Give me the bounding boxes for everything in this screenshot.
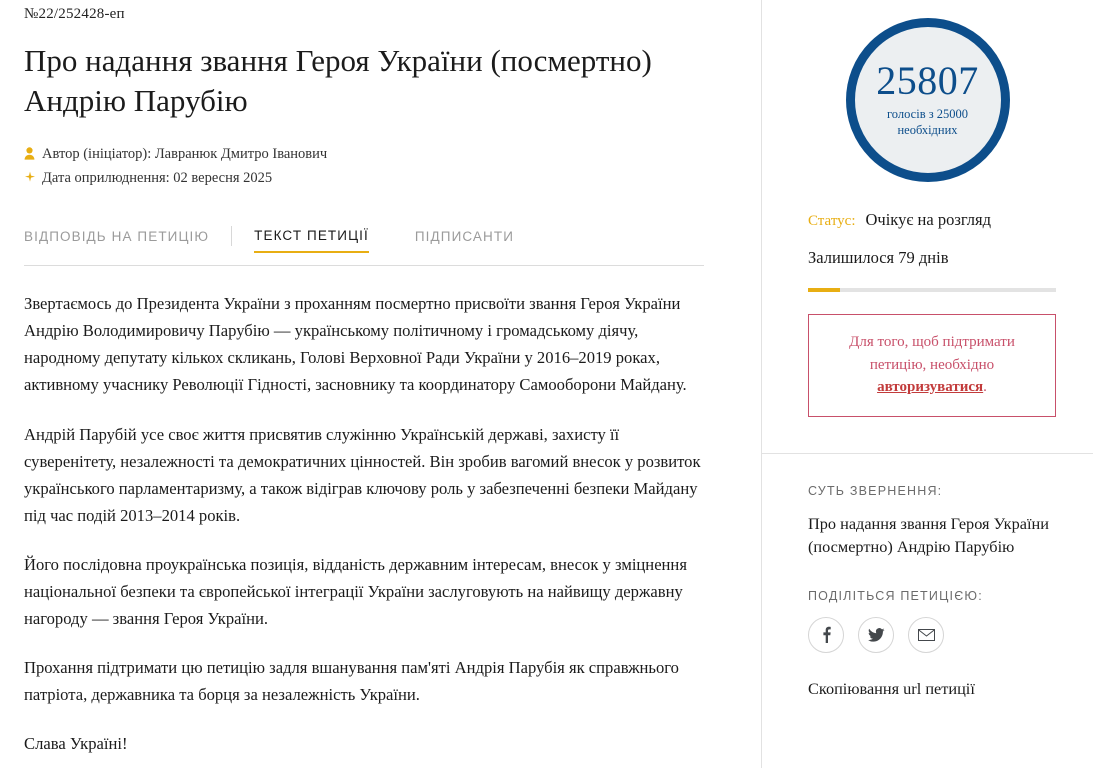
days-left: Залишилося 79 днів xyxy=(808,248,949,267)
summary-text: Про надання звання Героя України (посмертно) Андрію Парубію xyxy=(808,513,1049,557)
progress-fill xyxy=(808,288,840,292)
meta-author-label: Автор (ініціатор): Лавранюк Дмитро Іванович xyxy=(42,146,328,163)
calendar-icon xyxy=(24,171,42,184)
vote-counter xyxy=(846,18,1010,182)
body-paragraph: Його послідовна проукраїнська позиція, відданість державним інтересам, внесок у зміцнення національної безпеки та європейської інтеграції України заслуговують на найвищу державну нагороду — звання Героя України. xyxy=(24,554,687,628)
share-buttons xyxy=(808,617,1068,653)
copy-url-label[interactable]: Скопіювання url петиції xyxy=(808,678,975,698)
twitter-icon[interactable] xyxy=(858,617,894,653)
summary-heading: СУТЬ ЗВЕРНЕННЯ: xyxy=(808,483,943,498)
auth-line1: Для того, щоб підтримати xyxy=(849,334,1015,350)
body-paragraph: Прохання підтримати цю петицію задля вшанування пам'яті Андрія Парубія як справжнього патріота, державника та борця за незалежність України. xyxy=(24,657,679,704)
petition-body xyxy=(24,290,708,757)
page-title: Про надання звання Героя України (посмертно) Андрію Парубію xyxy=(24,43,652,118)
auth-period: . xyxy=(983,379,987,395)
progress-bar xyxy=(808,288,1056,292)
vote-caption-line1: голосів з 25000 xyxy=(886,107,969,122)
petition-number: №22/252428-еп xyxy=(24,6,125,22)
auth-notice xyxy=(808,314,1056,417)
sidebar-divider xyxy=(762,453,1093,454)
content-divider xyxy=(24,265,704,266)
meta-published-label: Дата оприлюднення: 02 вересня 2025 xyxy=(42,170,273,187)
facebook-icon[interactable] xyxy=(808,617,844,653)
tab-signatories[interactable]: ПІДПИСАНТИ xyxy=(414,228,515,244)
vote-counter-wrap xyxy=(762,0,1093,182)
status-label: Статус: xyxy=(808,213,856,229)
auth-line2: петицію, необхідно xyxy=(869,356,995,373)
meta-author xyxy=(24,146,760,163)
body-paragraph: Звертаємось до Президента України з проханням посмертно присвоїти звання Героя України Андрію Володимировичу Парубію — українському політичному і громадському діячу, народному депутату кількох скликань, Голові Верховної Ради України у 2016–2019 роках, активному учаснику Революції Гідності, засновнику та координатору Самооборони Майдану. xyxy=(24,294,687,395)
vote-caption xyxy=(887,107,968,138)
status-row xyxy=(808,210,1093,230)
petition-tabs xyxy=(24,221,760,259)
meta-published xyxy=(24,170,760,187)
tab-separator xyxy=(231,226,232,246)
summary-section xyxy=(808,484,1068,559)
vote-caption-line2: необхідних xyxy=(897,123,958,137)
email-icon[interactable] xyxy=(908,617,944,653)
tab-gap xyxy=(369,236,415,244)
authorize-link[interactable]: авторизуватися xyxy=(877,379,984,395)
vote-count: 25807 xyxy=(876,58,979,104)
share-section xyxy=(808,589,1068,653)
status-badge: Очікує на розгляд xyxy=(865,210,991,229)
body-paragraph: Андрій Парубій усе своє життя присвятив служінню Українській державі, захисту її суверенітету, незалежності та демократичних цінностей. Він зробив вагомий внесок у розвиток українського парламентаризму, а також відіграв ключову роль у забезпеченні безпеки Майдану під час подій 2013–2014 років. xyxy=(24,424,701,525)
tab-petition-text[interactable]: ТЕКСТ ПЕТИЦІЇ xyxy=(254,228,369,253)
auth-notice-text xyxy=(823,331,1041,399)
user-icon xyxy=(24,147,42,160)
sidebar xyxy=(761,0,1093,768)
petition-meta xyxy=(24,146,760,187)
body-paragraph: Слава Україні! xyxy=(24,733,128,753)
tab-response[interactable]: ВІДПОВІДЬ НА ПЕТИЦІЮ xyxy=(24,228,210,244)
share-heading: ПОДІЛІТЬСЯ ПЕТИЦІЄЮ: xyxy=(808,588,983,603)
